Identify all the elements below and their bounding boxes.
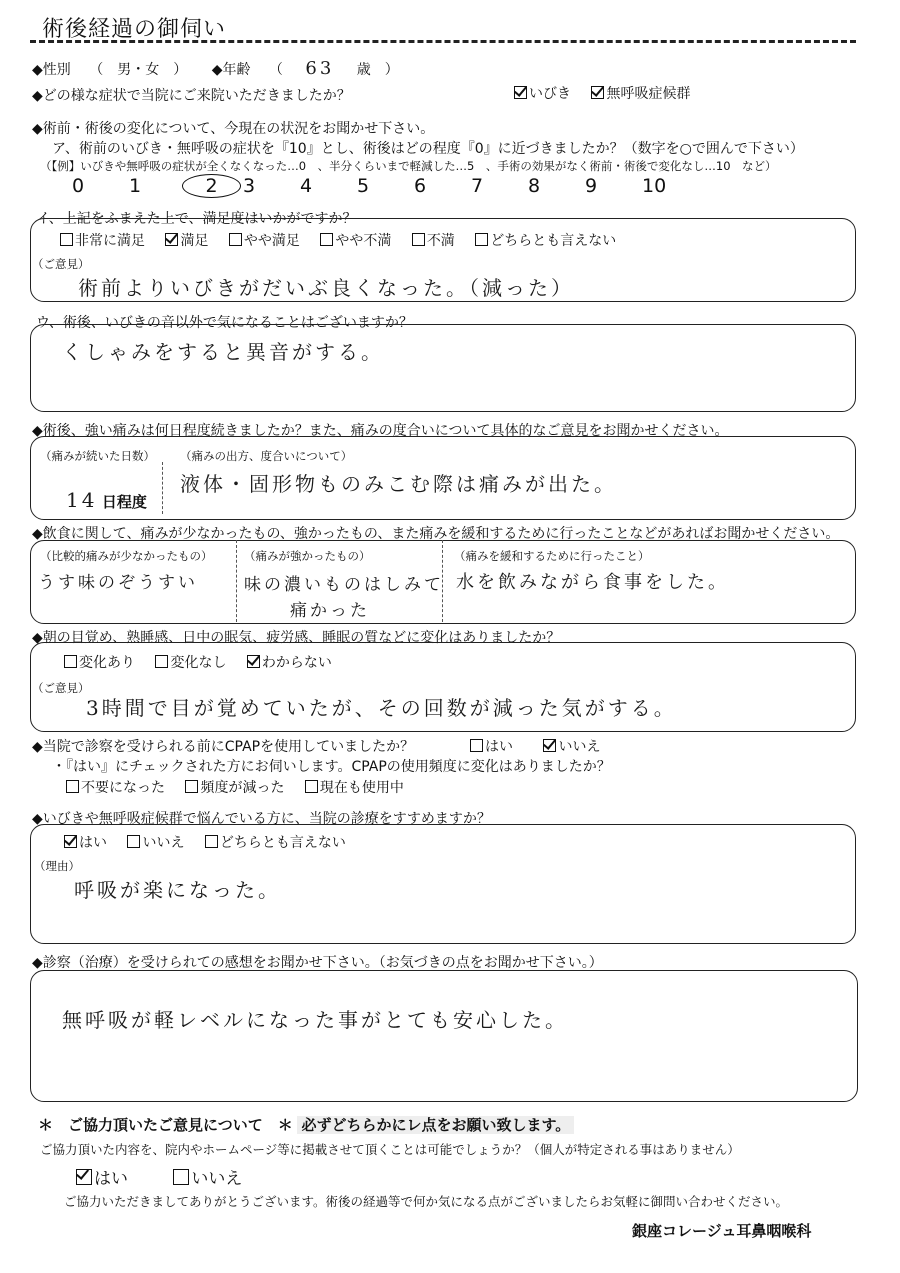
footer-thanks: ご協力いただきましてありがとうございます。術後の経過等で何か気になる点がございましたらお気軽に御問い合わせください。 <box>64 1194 789 1209</box>
pain-days-value[interactable]: 14 <box>66 488 98 512</box>
cpap-options <box>470 736 616 756</box>
satisfaction-option-slight-dissatisfied[interactable]: やや不満 <box>320 230 391 250</box>
satisfaction-question: イ、上記をふまえた上で、満足度はいかがですか？ <box>36 211 357 227</box>
scale-7[interactable]: 7 <box>471 175 484 197</box>
publish-option-yes[interactable]: はい <box>76 1164 128 1189</box>
gender-options[interactable]: （ 男・女 ） <box>89 62 188 78</box>
satisfaction-option-neither[interactable]: どちらとも言えない <box>475 230 616 250</box>
publish-options <box>76 1164 258 1189</box>
checkbox-icon <box>229 233 242 246</box>
checkbox-icon <box>127 835 140 848</box>
scale-6[interactable]: 6 <box>414 175 427 197</box>
checkbox-icon <box>165 233 178 246</box>
food-relief-value[interactable]: 水を飲みながら食事をした。 <box>456 572 729 593</box>
age-open: （ <box>268 62 283 78</box>
pain-degree-label: （痛みの出方、度合いについて） <box>180 449 353 463</box>
food-divider-2 <box>442 540 443 622</box>
symptom-option-snoring[interactable]: いびき <box>514 83 571 103</box>
cpap-followup-question: ・『はい』にチェックされた方にお伺いします。CPAPの使用頻度に変化はありましたか？ <box>52 759 611 775</box>
satisfaction-options <box>60 230 632 250</box>
food-question: ◆飲食に関して、痛みが少なかったもの、強かったもの、また痛みを緩和するために行ったことなどがあればお聞かせください。 <box>32 526 840 542</box>
change-question-a: ア、術前のいびき・無呼吸の症状を『10』とし、術後はどの程度『0』に近づきましたか？（数字を○で囲んで下さい） <box>52 141 804 157</box>
morning-option-unknown[interactable]: わからない <box>247 652 332 672</box>
pain-degree-comment[interactable]: 液体・固形物ものみこむ際は痛みが出た。 <box>180 472 617 496</box>
checkbox-icon <box>412 233 425 246</box>
morning-comment[interactable]: 3時間で目が覚めていたが、その回数が減った気がする。 <box>86 696 677 720</box>
morning-option-unchanged[interactable]: 変化なし <box>155 652 226 672</box>
reason-label: （理由） <box>34 859 80 873</box>
impression-question: ◆診察（治療）を受けられての感想をお聞かせ下さい。（お気づきの点をお聞かせ下さい。） <box>32 955 603 971</box>
symptom-option-apnea[interactable]: 無呼吸症候群 <box>591 83 690 103</box>
recommend-options <box>64 832 362 852</box>
satisfaction-option-somewhat[interactable]: やや満足 <box>229 230 300 250</box>
cpap-followup-still-using[interactable]: 現在も使用中 <box>305 777 404 797</box>
recommend-option-neither[interactable]: どちらとも言えない <box>205 832 346 852</box>
food-divider-1 <box>236 540 237 622</box>
recommend-question: ◆いびきや無呼吸症候群で悩んでいる方に、当院の診療をすすめますか？ <box>32 811 491 827</box>
cpap-option-no[interactable]: いいえ <box>543 736 600 756</box>
age-label: ◆年齢 <box>211 62 251 78</box>
satisfaction-option-satisfied[interactable]: 満足 <box>165 230 208 250</box>
recommend-option-no[interactable]: いいえ <box>127 832 184 852</box>
morning-options <box>64 652 348 672</box>
scale-2[interactable] <box>186 174 243 198</box>
checkbox-icon <box>470 739 483 752</box>
satisfaction-comment[interactable]: 術前よりいびきがだいぶ良くなった。（減った） <box>78 276 574 300</box>
cpap-followup-options <box>66 777 420 797</box>
scale-4[interactable]: 4 <box>300 175 313 197</box>
checkbox-icon <box>320 233 333 246</box>
pain-days-unit: 日程度 <box>101 493 147 511</box>
checkbox-icon <box>76 1169 92 1185</box>
checkbox-icon <box>185 780 198 793</box>
checkbox-icon <box>60 233 73 246</box>
symptom-options <box>514 83 706 103</box>
change-example: （【例】いびきや無呼吸の症状が全くなくなった…0 、半分くらいまで軽減した…5 、手術の効果がなく術前・術後で変化なし…10 など） <box>40 159 777 173</box>
cpap-option-yes[interactable]: はい <box>470 736 513 756</box>
satisfaction-option-very[interactable]: 非常に満足 <box>60 230 145 250</box>
scale-3[interactable]: 3 <box>243 175 256 197</box>
age-unit: 歳 ） <box>356 62 399 78</box>
cpap-followup-reduced[interactable]: 頻度が減った <box>185 777 284 797</box>
checkbox-icon <box>64 655 77 668</box>
morning-opinion-label: （ご意見） <box>32 681 90 695</box>
checkbox-icon <box>155 655 168 668</box>
impression-box <box>30 970 858 1102</box>
footer-title: ＊ ご協力頂いたご意見について ＊ <box>38 1116 293 1134</box>
impression-comment[interactable]: 無呼吸が軽レベルになった事がとても安心した。 <box>62 1008 568 1032</box>
scale-0[interactable]: 0 <box>72 175 85 197</box>
gender-row <box>32 58 399 79</box>
scale-8[interactable]: 8 <box>528 175 541 197</box>
food-less-value[interactable]: うす味のぞうすい <box>38 573 198 593</box>
pain-days-label: （痛みが続いた日数） <box>40 449 155 463</box>
publish-option-no[interactable]: いいえ <box>173 1164 242 1189</box>
opinion-label: （ご意見） <box>32 257 90 271</box>
pain-divider <box>162 462 163 514</box>
clinic-name: 銀座コレージュ耳鼻咽喉科 <box>632 1222 812 1240</box>
scale-5[interactable]: 5 <box>357 175 370 197</box>
gender-label: ◆性別 <box>32 62 71 78</box>
checkbox-icon <box>591 86 604 99</box>
checkbox-icon <box>173 1169 189 1185</box>
recommend-option-yes[interactable]: はい <box>64 832 107 852</box>
checkbox-icon <box>66 780 79 793</box>
food-strong-value-1[interactable]: 味の濃いものはしみて <box>244 575 444 595</box>
change-question: ◆術前・術後の変化について、今現在の状況をお聞かせ下さい。 <box>32 121 435 137</box>
severity-scale <box>72 174 699 198</box>
cpap-followup-unneeded[interactable]: 不要になった <box>66 777 165 797</box>
satisfaction-option-dissatisfied[interactable]: 不満 <box>412 230 455 250</box>
footer-heading <box>38 1114 574 1135</box>
footer-required: 必ずどちらかにレ点をお願い致します。 <box>297 1116 574 1134</box>
morning-option-changed[interactable]: 変化あり <box>64 652 135 672</box>
symptom-question: ◆どの様な症状で当院にご来院いただきましたか？ <box>32 88 351 104</box>
checkbox-icon <box>543 739 556 752</box>
pain-days-row <box>66 488 147 512</box>
checkbox-icon <box>514 86 527 99</box>
food-strong-label: （痛みが強かったもの） <box>244 549 371 563</box>
morning-question: ◆朝の目覚め、熟睡感、日中の眠気、疲労感、睡眠の質などに変化はありましたか？ <box>32 630 561 646</box>
food-strong-value-2[interactable]: 痛かった <box>290 601 370 621</box>
pain-question: ◆術後、強い痛みは何日程度続きましたか？また、痛みの度合いについて具体的なご意見をお聞かせください。 <box>32 423 729 439</box>
checkbox-icon <box>305 780 318 793</box>
page-title: 術後経過の御伺い <box>42 17 227 42</box>
scale-selected: 2 <box>182 174 241 198</box>
other-question: ウ、術後、いびきの音以外で気になることはございますか？ <box>36 315 413 331</box>
checkbox-icon <box>64 835 77 848</box>
checkbox-icon <box>475 233 488 246</box>
cpap-question: ◆当院で診察を受けられる前にCPAPを使用していましたか？ <box>32 739 415 755</box>
title-divider <box>30 40 856 43</box>
footer-question: ご協力頂いた内容を、院内やホームページ等に掲載させて頂くことは可能でしょうか？（個人が特定される事はありません） <box>40 1142 740 1157</box>
age-value[interactable]: 63 <box>305 58 335 79</box>
checkbox-icon <box>247 655 260 668</box>
other-comment[interactable]: くしゃみをすると異音がする。 <box>62 340 384 364</box>
scale-1[interactable]: 1 <box>129 175 142 197</box>
scale-9[interactable]: 9 <box>585 175 598 197</box>
food-relief-label: （痛みを緩和するために行ったこと） <box>454 549 650 563</box>
food-less-label: （比較的痛みが少なかったもの） <box>40 549 213 563</box>
scale-10[interactable]: 10 <box>642 175 667 197</box>
recommend-reason[interactable]: 呼吸が楽になった。 <box>74 878 281 902</box>
checkbox-icon <box>205 835 218 848</box>
